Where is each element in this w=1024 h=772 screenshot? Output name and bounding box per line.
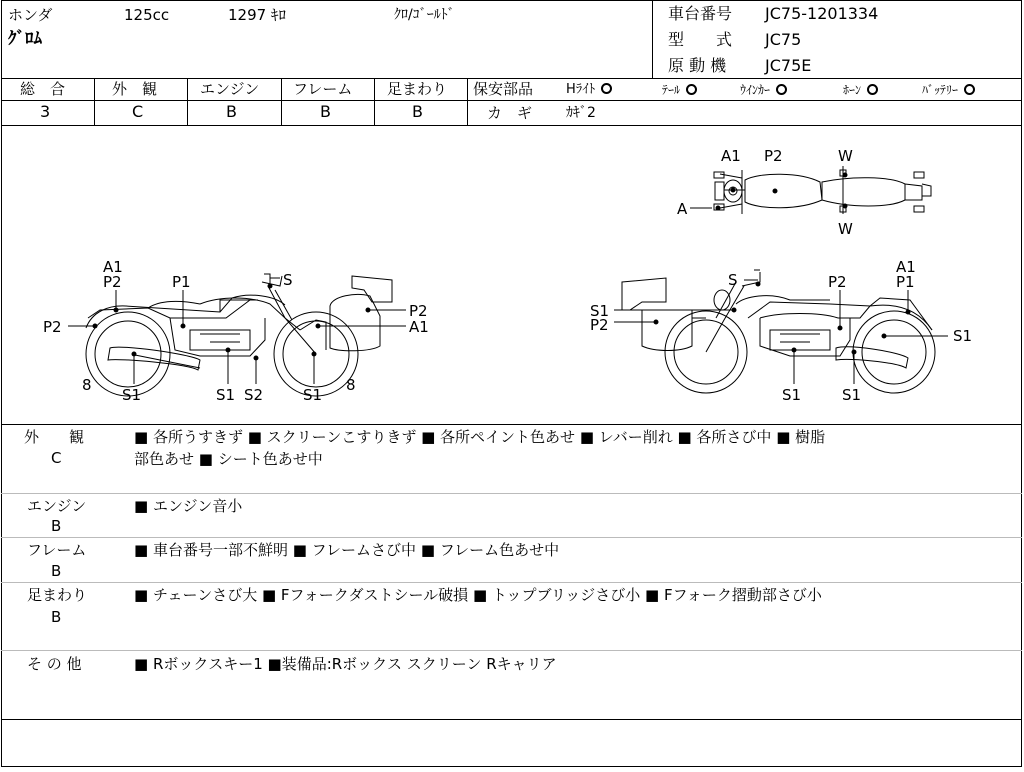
safety-winker: ｳｲﾝｶｰ bbox=[740, 81, 787, 99]
engine-value: JC75E bbox=[765, 56, 812, 75]
left-label-p1: P1 bbox=[172, 273, 191, 291]
left-label-s2: S2 bbox=[244, 386, 264, 404]
remark-engine-label: エンジン bbox=[27, 497, 87, 515]
key-value: ｶｷﾞ2 bbox=[566, 105, 596, 121]
divider bbox=[281, 78, 282, 125]
right-label-p1: P1 bbox=[896, 273, 915, 291]
divider bbox=[652, 0, 653, 78]
remark-exterior-label: 外 観 bbox=[24, 428, 85, 446]
ok-mark-icon bbox=[776, 84, 787, 95]
exterior-label: 外 観 bbox=[112, 80, 158, 98]
left-label-a1: A1 bbox=[103, 258, 123, 276]
right-label-s: S bbox=[728, 271, 738, 289]
frame-grade-label: フレーム bbox=[293, 80, 353, 98]
divider bbox=[374, 78, 375, 125]
type-label: 型 式 bbox=[668, 30, 733, 49]
left-label-8a: 8 bbox=[82, 376, 92, 394]
remark-frame-text: ■ 車台番号一部不鮮明 ■ フレームさび中 ■ フレーム色あせ中 bbox=[134, 541, 560, 559]
remark-engine-grade: B bbox=[51, 517, 62, 535]
ok-mark-icon bbox=[601, 83, 612, 94]
right-label-p2b: P2 bbox=[590, 316, 609, 334]
remark-suspension-label: 足まわり bbox=[27, 586, 88, 604]
type-value: JC75 bbox=[765, 30, 802, 49]
left-label-p2c: P2 bbox=[43, 318, 62, 336]
remark-suspension-grade: B bbox=[51, 608, 62, 626]
overall-grade: 3 bbox=[40, 102, 51, 121]
right-label-s1d: S1 bbox=[842, 386, 862, 404]
ok-mark-icon bbox=[867, 84, 878, 95]
remark-exterior-text-cont: 部色あせ ■ シート色あせ中 bbox=[134, 450, 323, 468]
key-label: カ ギ bbox=[487, 104, 533, 122]
displacement: 125cc bbox=[124, 6, 170, 24]
left-label-p2: P2 bbox=[103, 273, 122, 291]
left-label-s1b: S1 bbox=[216, 386, 236, 404]
divider bbox=[1, 424, 1022, 425]
right-label-s1c: S1 bbox=[782, 386, 802, 404]
right-label-s1b: S1 bbox=[953, 327, 973, 345]
color: ｸﾛ/ｺﾞｰﾙﾄﾞ bbox=[394, 7, 455, 23]
overall-label: 総 合 bbox=[20, 80, 66, 98]
model-name: ｸﾞﾛﾑ bbox=[8, 29, 42, 49]
remark-suspension-text: ■ チェーンさび大 ■ Fフォークダストシール破損 ■ トップブリッジさび小 ■ Fフォーク摺動部さび小 bbox=[134, 586, 822, 604]
left-label-s1a: S1 bbox=[122, 386, 142, 404]
safety-label: 保安部品 bbox=[473, 80, 534, 98]
ok-mark-icon bbox=[964, 84, 975, 95]
remark-exterior-text: ■ 各所うすきず ■ スクリーンこすりきず ■ 各所ペイント色あせ ■ レバー削れ ■ 各所さび中 ■ 樹脂 bbox=[134, 428, 826, 446]
remark-exterior-grade: C bbox=[51, 449, 62, 467]
top-label-a: A bbox=[677, 200, 688, 218]
divider bbox=[187, 78, 188, 125]
ok-mark-icon bbox=[686, 84, 697, 95]
divider bbox=[1, 78, 1022, 79]
frame-no: JC75-1201334 bbox=[765, 4, 879, 23]
frame-no-label: 車台番号 bbox=[668, 4, 733, 23]
top-label-p2: P2 bbox=[764, 147, 783, 165]
divider bbox=[467, 78, 468, 125]
remark-other-label: そ の 他 bbox=[27, 655, 82, 673]
left-label-p2b: P2 bbox=[409, 302, 428, 320]
engine-label: 原 動 機 bbox=[668, 56, 727, 75]
remark-engine-text: ■ エンジン音小 bbox=[134, 497, 243, 515]
right-label-s1a: S1 bbox=[590, 302, 610, 320]
top-label-w2: W bbox=[838, 220, 853, 238]
safety-tail: ﾃｰﾙ bbox=[662, 81, 697, 99]
top-label-w1: W bbox=[838, 147, 853, 165]
divider bbox=[94, 78, 95, 125]
safety-headlight: Hﾗｲﾄ bbox=[566, 81, 612, 99]
remark-frame-label: フレーム bbox=[27, 541, 87, 559]
maker: ホンダ bbox=[8, 6, 53, 24]
left-label-a1b: A1 bbox=[409, 318, 429, 336]
remark-other-text: ■ Rボックスキー1 ■装備品:Rボックス スクリーン Rキャリア bbox=[134, 655, 557, 673]
left-label-s: S bbox=[283, 271, 293, 289]
suspension-grade: B bbox=[412, 102, 423, 121]
safety-battery: ﾊﾞｯﾃﾘｰ bbox=[922, 81, 975, 99]
top-label-a1: A1 bbox=[721, 147, 741, 165]
right-label-a1: A1 bbox=[896, 258, 916, 276]
suspension-grade-label: 足まわり bbox=[387, 80, 448, 98]
mileage: 1297 ｷﾛ bbox=[228, 6, 286, 24]
divider bbox=[1, 125, 1022, 126]
left-label-s1c: S1 bbox=[303, 386, 323, 404]
frame-grade: B bbox=[320, 102, 331, 121]
remark-frame-grade: B bbox=[51, 562, 62, 580]
exterior-grade: C bbox=[132, 102, 144, 121]
engine-grade-label: エンジン bbox=[200, 80, 260, 98]
safety-horn: ﾎｰﾝ bbox=[843, 81, 878, 99]
right-label-p2: P2 bbox=[828, 273, 847, 291]
engine-grade: B bbox=[226, 102, 237, 121]
left-label-8b: 8 bbox=[346, 376, 356, 394]
